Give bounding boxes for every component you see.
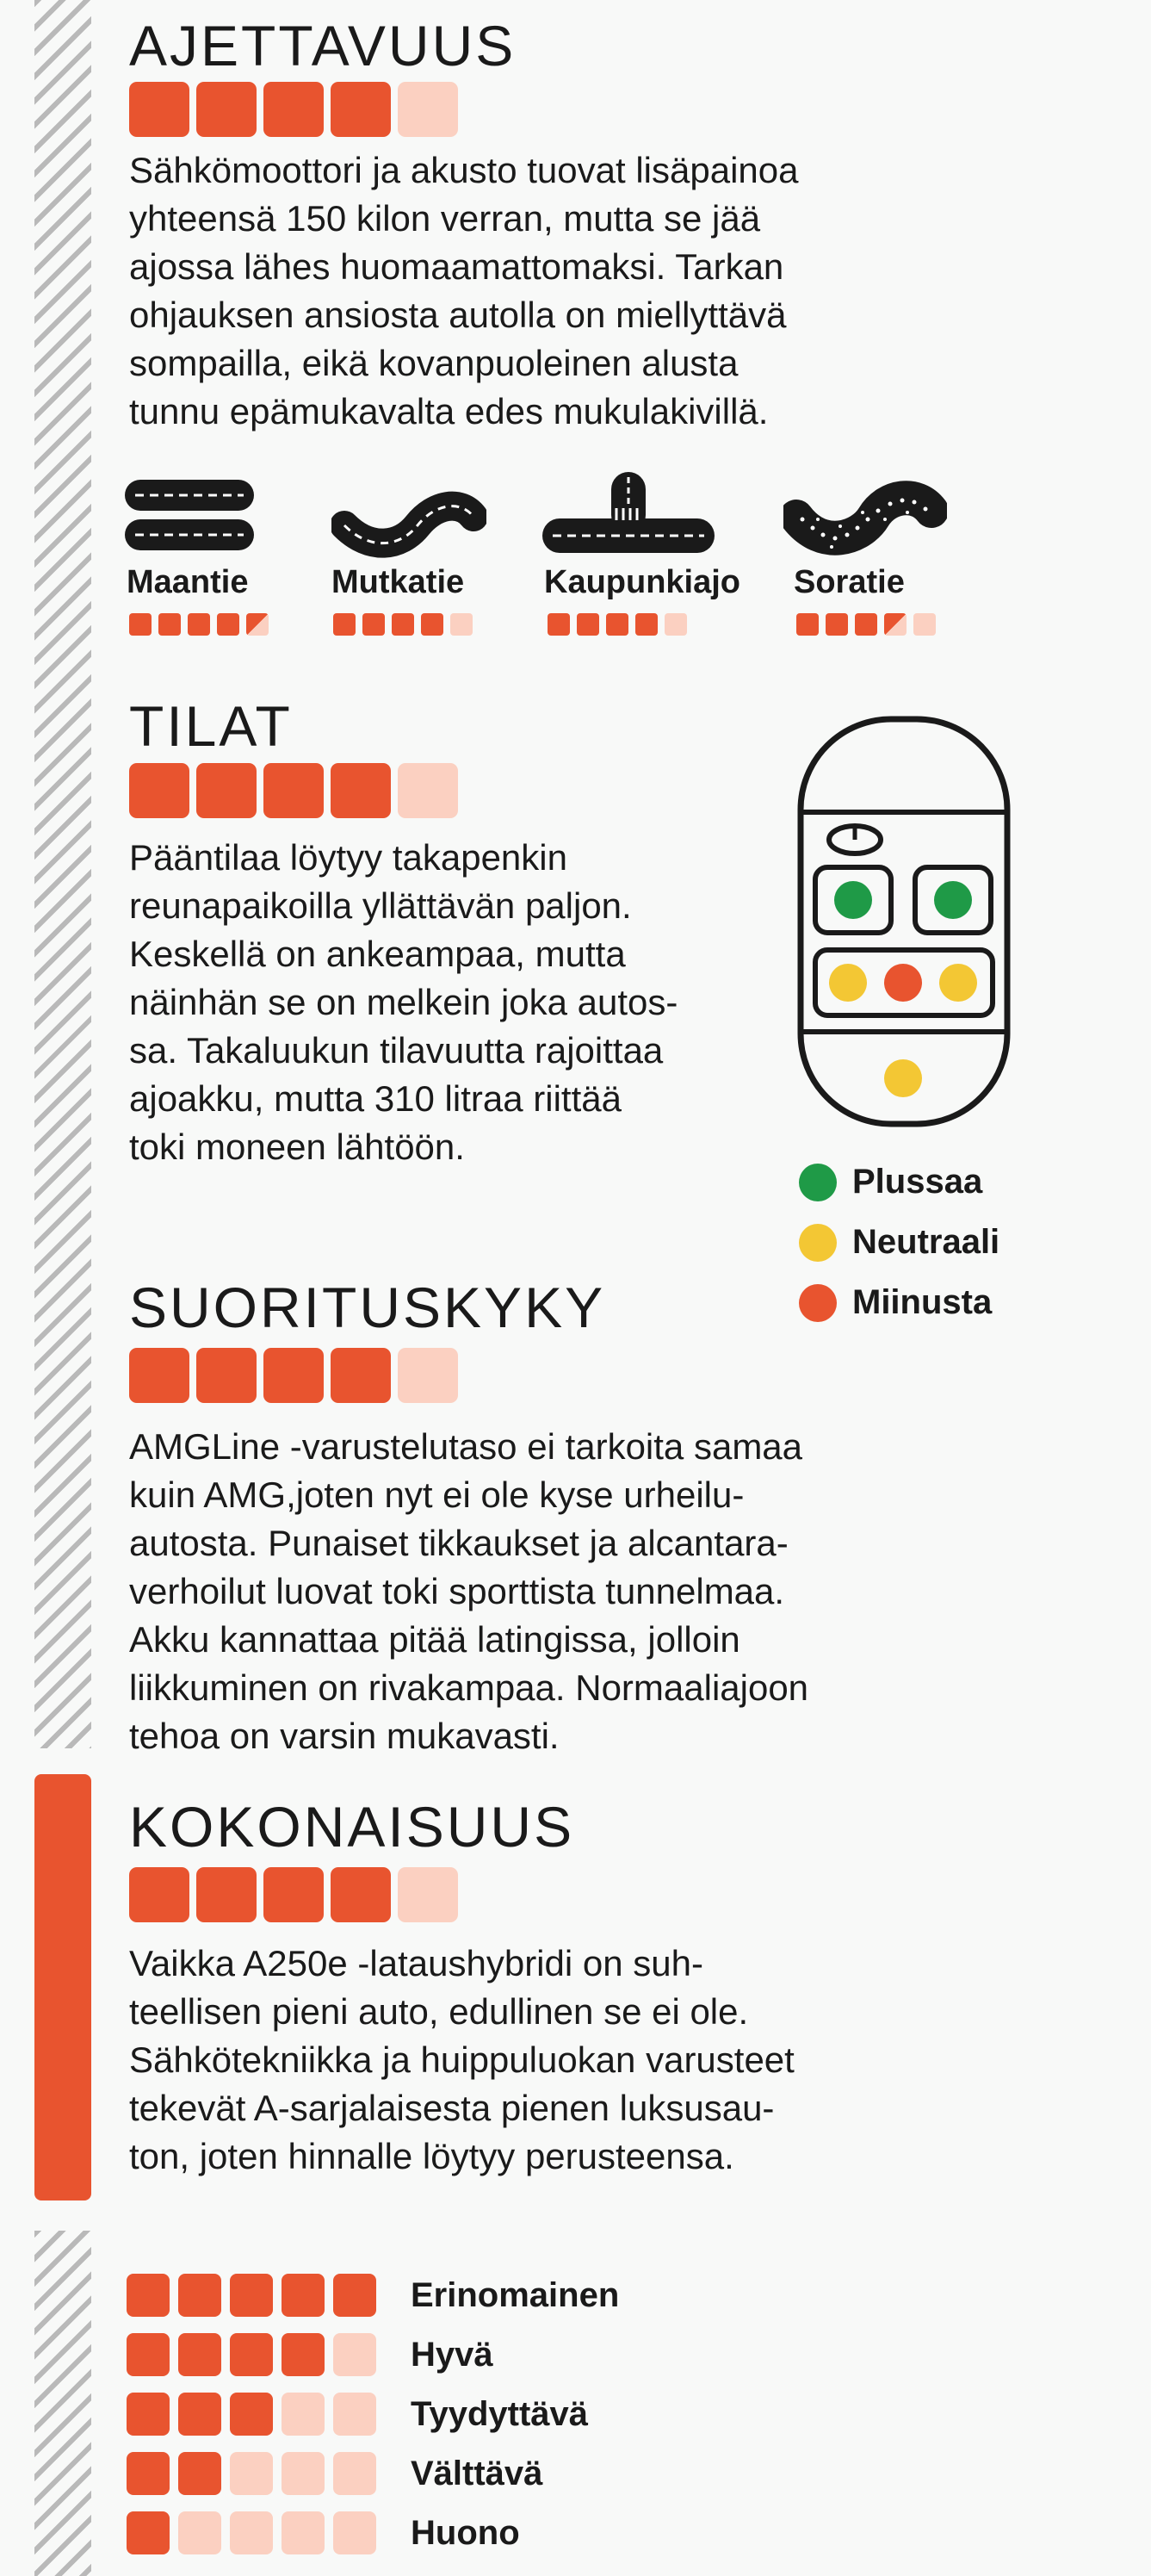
- rating-square-on: [606, 613, 628, 636]
- rating-square-off: [450, 613, 473, 636]
- rating-square-on: [263, 82, 324, 137]
- rating-square-off: [398, 763, 458, 818]
- legend-label: Plussaa: [852, 1163, 983, 1201]
- rating-square-on: [333, 613, 356, 636]
- rating-ajettavuus: [129, 82, 458, 137]
- rating-square-off: [398, 82, 458, 137]
- rating-square-off: [230, 2452, 273, 2495]
- rating-square-on: [796, 613, 819, 636]
- rating-tilat: [129, 763, 458, 818]
- scale-squares: [127, 2333, 376, 2376]
- scale-row-huono: [127, 2511, 619, 2554]
- rating-square-on: [331, 1867, 391, 1922]
- rating-square-on: [127, 2393, 170, 2436]
- legend-item-plussaa: [799, 1163, 999, 1201]
- rating-square-off: [230, 2511, 273, 2554]
- rating-square-on: [362, 613, 385, 636]
- side-stripes-bottom: [34, 2231, 91, 2576]
- rating-square-on: [196, 763, 257, 818]
- legend-label: Miinusta: [852, 1283, 993, 1321]
- scale-label: Välttävä: [411, 2454, 543, 2492]
- section-text-ajettavuus: Sähkömoottori ja akusto tuovat lisäpainoa yhteensä 150 kilon verran, mutta se jää ajossa lähes huomaamattomaksi. Tarkan ohjauksen ansiosta autolla on miellyttävä sompailla, eikä kovanpuoleinen alusta tunnu epämukavalta edes mukulakivillä.: [129, 150, 799, 431]
- legend-dot-green: [799, 1164, 837, 1201]
- rating-square-on: [178, 2333, 221, 2376]
- rating-square-off: [398, 1867, 458, 1922]
- rating-square-off: [333, 2393, 376, 2436]
- scale-row-tyydyttava: [127, 2393, 619, 2436]
- rating-square-off: [913, 613, 936, 636]
- rating-square-off: [282, 2452, 325, 2495]
- rating-square-off: [333, 2452, 376, 2495]
- road-rating-mutkatie: [333, 613, 473, 636]
- road-label-soratie: Soratie: [794, 564, 905, 600]
- scale-row-erinomainen: [127, 2274, 619, 2317]
- rating-square-on: [331, 1348, 391, 1403]
- road-rating-kaupunkiajo: [548, 613, 687, 636]
- side-highlight-bar: [34, 1774, 91, 2200]
- rating-square-off: [282, 2511, 325, 2554]
- rating-square-on: [230, 2274, 273, 2317]
- rating-square-on: [129, 1348, 189, 1403]
- scale-row-hyva: [127, 2333, 619, 2376]
- rating-scale: [127, 2274, 619, 2554]
- gravel-road-icon: [783, 478, 947, 556]
- road-rating-soratie: [796, 613, 936, 636]
- rating-suorituskyky: [129, 1348, 458, 1403]
- road-label-mutkatie: Mutkatie: [331, 564, 465, 600]
- rating-square-on: [127, 2511, 170, 2554]
- highway-icon: [125, 469, 254, 556]
- road-label-maantie: Maantie: [127, 564, 249, 600]
- rating-kokonaisuus: [129, 1867, 458, 1922]
- rating-square-off: [282, 2393, 325, 2436]
- rating-square-on: [127, 2274, 170, 2317]
- section-title-ajettavuus: AJETTAVUUS: [129, 14, 517, 78]
- rating-square-on: [188, 613, 210, 636]
- side-stripes: [34, 0, 91, 1748]
- section-text-kokonaisuus: Vaikka A250e -lataushybridi on suh- teellisen pieni auto, edullinen se ei ole. Sähkötekniikka ja huippuluokan varusteet tekevät A-sarjalaisesta pienen luksusau- ton, joten hinnalle löytyy perusteensa.: [129, 1943, 795, 2176]
- rating-square-on: [178, 2452, 221, 2495]
- scale-squares: [127, 2511, 376, 2554]
- scale-label: Hyvä: [411, 2335, 493, 2374]
- city-road-icon: [542, 465, 715, 560]
- rating-square-half: [884, 613, 907, 636]
- rating-square-on: [196, 1348, 257, 1403]
- section-title-kokonaisuus: KOKONAISUUS: [129, 1795, 575, 1859]
- rating-square-on: [577, 613, 599, 636]
- rating-square-on: [178, 2393, 221, 2436]
- rating-square-on: [421, 613, 443, 636]
- rating-square-on: [127, 2452, 170, 2495]
- rating-square-on: [333, 2274, 376, 2317]
- rating-square-on: [392, 613, 414, 636]
- rating-square-on: [158, 613, 181, 636]
- section-text-tilat: Pääntilaa löytyy takapenkin reunapaikoilla yllättävän paljon. Keskellä on ankeampaa, mutta näinhän se on melkein joka autos- sa. Takaluukun tilavuutta rajoittaa ajoakku, mutta 310 litraa riittää toki moneen lähtöön.: [129, 837, 678, 1167]
- section-title-tilat: TILAT: [129, 694, 293, 758]
- rating-square-on: [129, 763, 189, 818]
- seat-legend: [799, 1163, 999, 1322]
- section-title-suorituskyky: SUORITUSKYKY: [129, 1276, 606, 1339]
- rating-square-on: [129, 1867, 189, 1922]
- rating-square-half: [246, 613, 269, 636]
- legend-item-miinusta: [799, 1283, 999, 1322]
- rating-square-off: [178, 2511, 221, 2554]
- section-text-suorituskyky: AMGLine -varustelutaso ei tarkoita samaa kuin AMG,joten nyt ei ole kyse urheilu- autosta. Punaiset tikkaukset ja alcantara- verhoilut luovat toki sporttista tunnelmaa. Akku kannattaa pitää latingissa, jolloin liikkuminen on rivakampaa. Normaaliajoon tehoa on varsin mukavasti.: [129, 1426, 809, 1756]
- scale-row-valttava: [127, 2452, 619, 2495]
- rating-square-off: [665, 613, 687, 636]
- rating-square-off: [333, 2511, 376, 2554]
- rating-square-on: [826, 613, 848, 636]
- rating-square-on: [178, 2274, 221, 2317]
- rating-square-on: [196, 1867, 257, 1922]
- scale-squares: [127, 2274, 376, 2317]
- legend-item-neutraali: [799, 1223, 999, 1262]
- scale-label: Tyydyttävä: [411, 2394, 589, 2433]
- rating-square-on: [129, 613, 152, 636]
- rating-square-on: [263, 1348, 324, 1403]
- rating-square-on: [230, 2333, 273, 2376]
- scale-label: Erinomainen: [411, 2275, 620, 2314]
- rating-square-on: [196, 82, 257, 137]
- legend-dot-red: [799, 1284, 837, 1322]
- rating-square-on: [282, 2333, 325, 2376]
- rating-square-on: [217, 613, 239, 636]
- road-label-kaupunkiajo: Kaupunkiajo: [544, 564, 741, 600]
- road-rating-maantie: [129, 613, 269, 636]
- rating-square-on: [230, 2393, 273, 2436]
- rating-square-off: [398, 1348, 458, 1403]
- winding-road-icon: [331, 482, 486, 560]
- rating-square-on: [263, 1867, 324, 1922]
- legend-label: Neutraali: [852, 1223, 1000, 1261]
- rating-square-on: [129, 82, 189, 137]
- rating-square-on: [282, 2274, 325, 2317]
- scale-label: Huono: [411, 2513, 520, 2552]
- rating-square-on: [263, 763, 324, 818]
- rating-square-on: [855, 613, 877, 636]
- rating-square-on: [331, 82, 391, 137]
- rating-square-on: [635, 613, 658, 636]
- car-seating-diagram-icon: [796, 715, 1012, 1128]
- rating-square-off: [333, 2333, 376, 2376]
- rating-square-on: [331, 763, 391, 818]
- legend-dot-yellow: [799, 1224, 837, 1262]
- scale-squares: [127, 2393, 376, 2436]
- rating-square-on: [127, 2333, 170, 2376]
- scale-squares: [127, 2452, 376, 2495]
- rating-square-on: [548, 613, 570, 636]
